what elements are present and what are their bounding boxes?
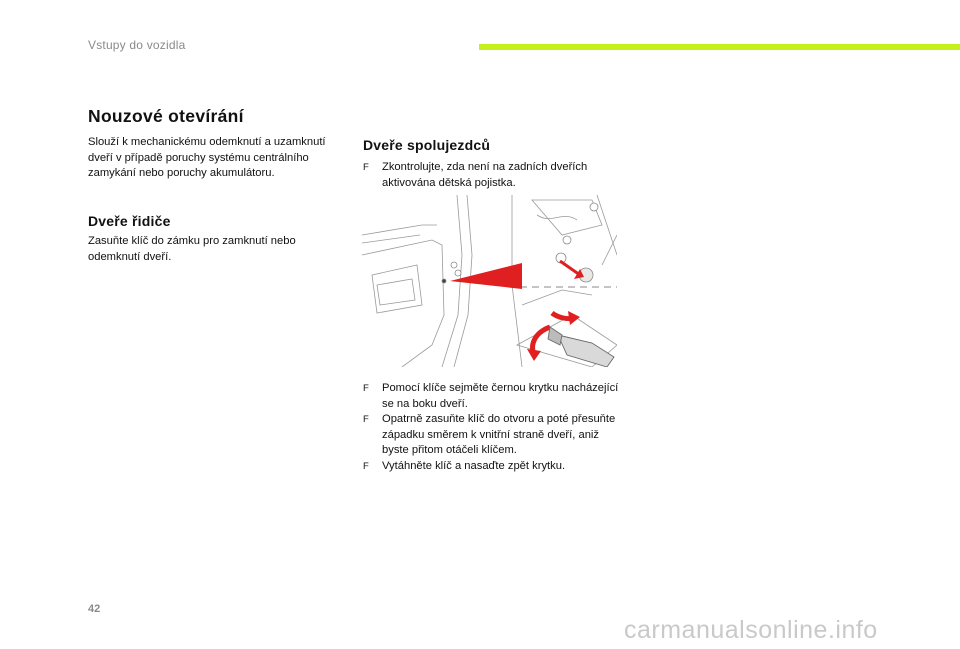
section-title: Vstupy do vozidla bbox=[88, 38, 186, 52]
bullet-marker: F bbox=[363, 162, 369, 173]
door-lock-illustration bbox=[362, 195, 617, 367]
page-number: 42 bbox=[88, 603, 101, 615]
watermark: carmanualsonline.info bbox=[624, 616, 878, 644]
driver-door-text: Zasuňte klíč do zámku pro zamknutí nebo odemknutí dveří. bbox=[88, 235, 296, 263]
intro-paragraph: Slouží k mechanickému odemknutí a uzamknutí dveří v případě poruchy systému centrálního zamykání nebo poruchy akumulátoru. bbox=[88, 136, 326, 180]
list-item bbox=[363, 412, 625, 459]
driver-door-heading: Dveře řidiče bbox=[88, 213, 171, 229]
list-item bbox=[363, 381, 625, 412]
passenger-doors-heading: Dveře spolujezdců bbox=[363, 137, 491, 153]
page-title: Nouzové otevírání bbox=[88, 106, 244, 126]
bullet-marker: F bbox=[363, 383, 369, 394]
passenger-instructions-list bbox=[363, 381, 625, 475]
accent-bar bbox=[479, 44, 960, 50]
passenger-check-list bbox=[363, 160, 623, 191]
list-item-text: Zkontrolujte, zda není na zadních dveřích aktivována dětská pojistka. bbox=[382, 161, 588, 189]
list-item bbox=[363, 160, 623, 191]
list-item bbox=[363, 459, 625, 475]
list-item-text: Pomocí klíče sejměte černou krytku nacházející se na boku dveří. bbox=[382, 382, 619, 410]
list-item-text: Vytáhněte klíč a nasaďte zpět krytku. bbox=[382, 459, 566, 472]
bullet-marker: F bbox=[363, 414, 369, 426]
bullet-marker: F bbox=[363, 460, 369, 472]
list-item-text: Opatrně zasuňte klíč do otvoru a poté přesuňte západku směrem k vnitřní straně dveří, aniž byste přitom otáčeli klíčem. bbox=[382, 413, 616, 457]
